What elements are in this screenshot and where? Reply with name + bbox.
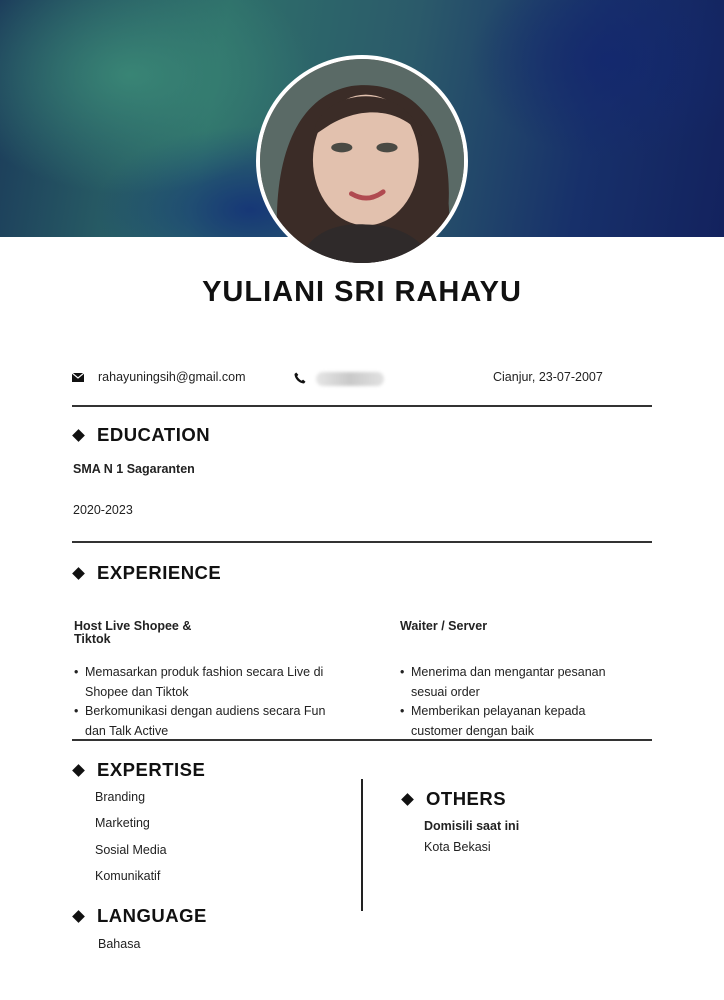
experience-heading bbox=[72, 562, 221, 584]
phone-icon bbox=[294, 372, 306, 384]
envelope-icon bbox=[72, 373, 84, 382]
candidate-name: YULIANI SRI RAHAYU bbox=[202, 276, 522, 308]
vertical-divider bbox=[361, 779, 363, 911]
list-item: • Memasarkan produk fashion secara Live di Shopee dan Tiktok bbox=[74, 663, 344, 702]
list-item: • Menerima dan mengantar pesanan sesuai order bbox=[400, 663, 640, 702]
others-title: OTHERS bbox=[426, 788, 507, 809]
diamond-icon bbox=[72, 910, 85, 923]
job-role-2: Waiter / Server bbox=[400, 619, 488, 633]
list-item: Branding bbox=[95, 790, 146, 804]
phone-number-redacted bbox=[316, 372, 384, 386]
job-role-1: Host Live Shopee & Tiktok bbox=[74, 619, 192, 646]
divider-line bbox=[72, 739, 652, 741]
others-label: Domisili saat ini bbox=[424, 819, 520, 833]
others-value: Kota Bekasi bbox=[424, 840, 491, 854]
list-item: • Memberikan pelayanan kepada customer dengan baik bbox=[400, 702, 640, 741]
expertise-list bbox=[95, 788, 167, 893]
birth-place-date: Cianjur, 23-07-2007 bbox=[493, 370, 603, 384]
others-heading bbox=[401, 788, 506, 810]
diamond-icon bbox=[401, 793, 414, 806]
list-item: Sosial Media bbox=[95, 842, 167, 857]
language-item: Bahasa bbox=[98, 937, 141, 951]
contact-email bbox=[72, 370, 245, 384]
divider-line bbox=[72, 541, 652, 543]
language-heading bbox=[72, 905, 207, 927]
diamond-icon bbox=[72, 429, 85, 442]
diamond-icon bbox=[72, 567, 85, 580]
list-item: Komunikatif bbox=[95, 868, 161, 883]
contact-phone bbox=[294, 370, 384, 386]
experience-title: EXPERIENCE bbox=[97, 562, 222, 583]
job-2-duties bbox=[400, 663, 640, 741]
language-title: LANGUAGE bbox=[97, 905, 207, 926]
expertise-heading bbox=[72, 759, 205, 781]
job-1-duties bbox=[74, 663, 344, 741]
education-title: EDUCATION bbox=[97, 424, 211, 445]
diamond-icon bbox=[72, 764, 85, 777]
expertise-title: EXPERTISE bbox=[97, 759, 206, 780]
profile-photo-illustration bbox=[260, 59, 464, 263]
email-text: rahayuningsih@gmail.com bbox=[98, 370, 246, 384]
education-heading bbox=[72, 424, 210, 446]
profile-photo bbox=[256, 55, 468, 267]
list-item: Marketing bbox=[95, 816, 150, 831]
education-school: SMA N 1 Sagaranten bbox=[73, 462, 195, 476]
list-item: • Berkomunikasi dengan audiens secara Fun dan Talk Active bbox=[74, 702, 344, 741]
education-years: 2020-2023 bbox=[73, 503, 133, 517]
divider-line bbox=[72, 405, 652, 407]
